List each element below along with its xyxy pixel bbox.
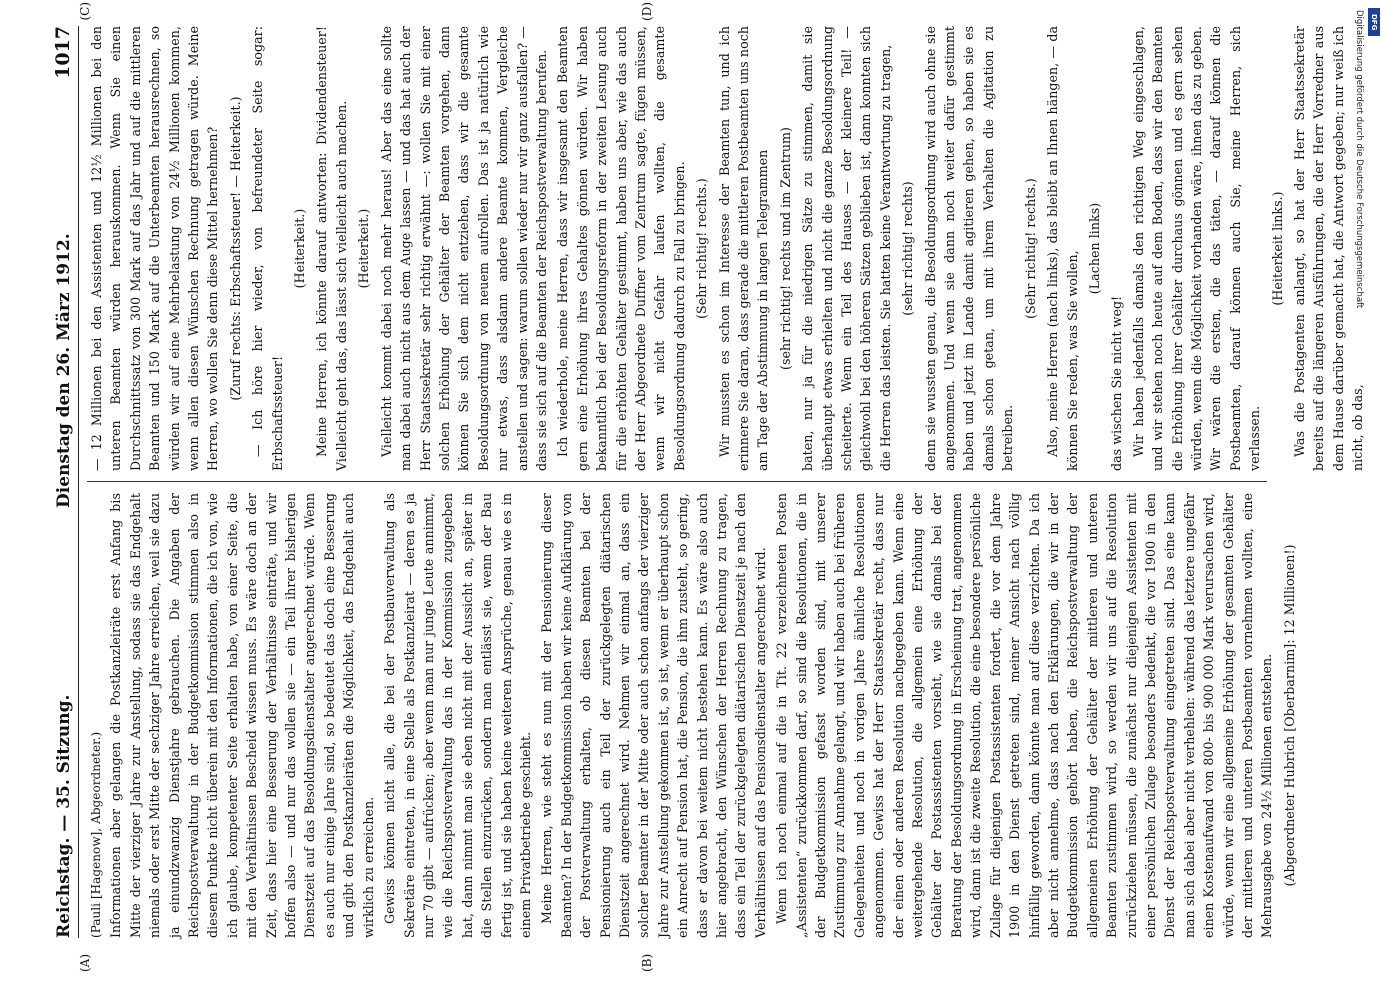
interjection: (Sehr richtig! rechts.) [694, 178, 710, 319]
paragraph: — Ich höre hier wieder, von befreundeter Seite sogar: Erbschaftssteuer! [250, 26, 285, 471]
speaker-line: (Pauli [Hagenow], Abgeordneter.) [89, 731, 103, 938]
interjection: (Heiterkeit links.) [1269, 191, 1285, 306]
paragraph: Wir mussten es schon im Interesse der Beamten tun, und ich erinnere Sie daran, dass gerade die mittleren Postbeamten uns noch am Tage der Abstimmung in langen Telegrammen [716, 26, 771, 471]
digitization-note: Digitalisierung gefördert durch die Deutsche Forschungsgemeinschaft [1354, 10, 1364, 309]
paragraph: Wir haben jedenfalls damals den richtigen Weg eingeschlagen, und wir stehen noch heute auf dem Boden, dass wir den Beamten die Erhöhung ihrer Gehälter durchaus gönnen und es gern sehen würden, wenn die Möglichkeit vorhanden wäre, ihnen das zu geben. Wir wären die ersten, die das täten, — darauf können die Postbeamten, darauf können auch Sie, meine Herren, sich verlassen. [1130, 26, 1263, 471]
dfg-logo: DFG [1368, 8, 1380, 36]
paragraph: Gewiss können nicht alle, die bei der Postbauverwaltung als Sekretäre eintreten, in eine Stelle als Postkanzleirat — deren es ja nur 70 gibt — aufrücken; aber wenn man nur junge Leute annimmt, wie die Reichspostverwaltung das in der Kommission zugegeben hat, dann nimmt man sie eben nicht mit der Aussicht an, später in die Stellen einzurücken, sondern man entlässt sie, wenn der Bau fertig ist, und sie haben keine weiteren Ansprüche, genau wie es in einem Privatbetriebe geschieht. [382, 493, 533, 938]
interjection: (sehr richtig! rechts) [900, 181, 916, 316]
column-divider [87, 481, 1267, 482]
paragraph: Meine Herren, ich könnte darauf antworten: Dividendensteuer! Vielleicht geht das, das lässt sich vielleicht auch machen. [314, 26, 349, 471]
interjection: (Zuruf rechts: Erbschaftssteuer! — Heiterkeit.) [227, 96, 243, 401]
margin-marker-c: (C) [78, 2, 92, 21]
interjection: (Sehr richtig! rechts.) [1022, 178, 1038, 319]
interjection: (Heiterkeit.) [356, 208, 372, 289]
paragraph: — 12 Millionen bei den Assistenten und 12½ Millionen bei den unteren Beamten würden herauskommen. Wenn Sie einen Durchschnittssatz von 300 Mark auf das Jahr und auf die mittleren Beamten und 150 Mark auf die Unterbeamten herausrechnen, so würden wir auf eine Mehrbelastung von 24½ Millionen kommen, wenn allen diesen Wünschen Rechnung getragen würde. Meine Herren, wo wollen Sie denn diese Mittel hernehmen? [89, 26, 221, 471]
page-header [40, 26, 79, 938]
interjection: (Heiterkeit.) [292, 208, 308, 289]
margin-marker-d: (D) [640, 2, 654, 21]
paragraph: baten, nur ja für die niedrigen Sätze zu stimmen, damit sie überhaupt etwas erhielten und nicht die ganze Besoldungsordnung scheiterte. Wenn ein Teil des Hauses — der kleinere Teil! — gleichwohl bei den höheren Sätzen geblieben ist, dann konnten sich die Herren das leisten. Sie hatten keine Verantwortung zu tragen, [800, 26, 893, 471]
paragraph: Informationen aber gelangen die Postkanzleiräte erst Anfang bis Mitte der vierziger Jahre zur Anstellung, sodass sie das Endgehalt niemals oder erst Mitte der sechziger Jahre erreichen, weil sie dazu ja einundzwanzig Dienstjahre gebrauchen. Die Angaben der Reichspostverwaltung in der Budgetkommission stimmen also in diesem Punkte nicht überein mit den Informationen, die ich von, wie ich glaube, kompetenter Seite erhalten habe, von einer Seite, die mit den Verhältnissen Bescheid wissen muss. Es wäre doch an der Zeit, dass hier eine Besserung der Verhältnisse einträte, und wir hoffen also — und nur das wollen sie — ein Teil ihrer bisherigen Dienstzeit auf das Besoldungsdienstalter angerechnet würde. Wenn es auch nur einige Jahre sind, so bedeutet das doch eine Besserung und gibt den Postkanzleiräten die Möglichkeit, das Endgehalt auch wirklich zu erreichen. [108, 493, 376, 938]
interjection: (Lachen links) [1086, 202, 1102, 295]
paragraph: Wenn ich noch einmal auf die in Tit. 22 verzeichneten Posten „Assistenten“ zurückkommen darf, so sind die Resolutionen, die in der Budgetkommission gefasst worden sind, mit unserer Zustimmung zur Annahme gelangt, und wir haben auch bei früheren Gelegenheiten und noch in vorigen Jahre ähnliche Resolutionen angenommen. Gewiss hat der Herr Staatssekretär recht, dass nur der einen oder anderen Resolution nachgegeben kann. Wenn eine weitergehende Resolution, die allgemein eine Erhöhung der Gehälter der Postassistenten vorsieht, wie sie damals bei der Beratung der Besoldungsordnung in Erscheinung trat, angenommen wird, dann ist die zweite Resolution, die eine besondere persönliche Zulage für diejenigen Postassistenten fordert, die vor dem Jahre 1900 in den Dienst getreten sind, meiner Ansicht nach völlig hinfällig geworden, dann könnte man auf diese verzichten. Da ich aber nicht annehme, dass nach den Erklärungen, die wir in der Budgetkommission gehört haben, die Reichspostverwaltung der allgemeinen Erhöhung der Gehälter der mittleren und unteren Beamten zustimmen wird, so werden wir uns auf die Resolution zurückziehen müssen, die zunächst nur diejenigen Assistenten mit einer persönlichen Zulage besonders bedenkt, die vor 1900 in den Dienst der Reichspostverwaltung eingetreten sind. Das eine kann man sich dabei aber nicht verhehlen: während das letztere ungefähr einen Kostenaufwand von 800- bis 900 000 Mark verursachen wird, würde, wenn wir eine allgemeine Erhöhung der gesamten Gehälter der mittleren und unteren Postbeamten vornehmen wollten, eine Mehrausgabe von 24½ Millionen entstehen. [774, 493, 1275, 938]
left-column [87, 493, 1297, 938]
paragraph: Vielleicht kommt dabei noch mehr heraus! Aber das eine sollte man dabei auch nicht aus dem Auge lassen — und das hat auch der Herr Staatssekretär sehr richtig erwähnt —: wollen Sie mit einer solchen Erhöhung der Gehälter der Beamten vorgehen, dann können Sie sich dem nicht entziehen, dass wir die gesamte Besoldungsordnung von neuem aufrollen. Das ist ja natürlich wie nur etwas, dass alsdann andere Beamte kommen, Vergleiche anstellen und sagen: warum sollen wieder nur wir ganz ausfallen? — dass sie sich auf die Beamten der Reichspostverwaltung berufen. [378, 26, 549, 471]
interjection: (Abgeordneter Hubrich [Oberbarnim]: 12 Millionen!) [1281, 544, 1297, 887]
header-session: Reichstag. — 35. Sitzung. [54, 694, 74, 938]
interjection: (sehr richtig! rechts und im Zentrum) [777, 126, 793, 371]
paragraph: das wischen Sie nicht weg! [1109, 295, 1125, 471]
margin-marker-b: (B) [640, 953, 654, 972]
paragraph: Ich wiederhole, meine Herren, dass wir insgesamt den Beamten gern eine Erhöhung ihres Gehaltes gönnen würden. Wir haben bekanntlich bei der Besoldungsreform in der zweiten Lesung auch für die erhöhten Gehälter gestimmt, haben uns aber, wie das auch der Herr Abgeordnete Duffner vom Zentrum sagte, fügen müssen, wenn wir nicht Gefahr laufen wollten, die gesamte Besoldungsordnung dadurch zu Fall zu bringen. [555, 26, 687, 471]
margin-marker-a: (A) [78, 953, 92, 972]
paragraph: denn sie wussten genau, die Besoldungsordnung wird auch ohne sie angenommen. Und wenn sie dann noch weiter dafür gestimmt haben und jetzt im Lande damit agitieren gehen, so haben sie es damals schon getan, um mit ihrem Verhalten die Agitation zu betreiben. [922, 26, 1016, 471]
paragraph: Was die Postagenten anlangt, so hat der Herr Staatssekretär bereits auf die längeren Ausführungen, die der Herr Vorredner aus dem Hause darüber gemacht hat, die Antwort gegeben; nur weiß ich nicht, ob das, [1291, 26, 1366, 471]
paragraph: Meine Herren, wie steht es nun mit der Pensionierung dieser Beamten? In der Budgetkommission haben wir keine Aufklärung von der Postverwaltung erhalten, ob diesen Beamten bei der Pensionierung auch ein Teil der zurückgelegten diätarischen Dienstzeit angerechnet wird. Nehmen wir einmal an, dass ein solcher Beamter in der Mitte oder auch schon anfangs der vierziger Jahre zur Anstellung gekommen ist, so ist, wenn er überhaupt schon ein Anrecht auf Pension hat, die Pension, die ihm zusteht, so gering, dass er davon bei weitem nicht bestehen kann. Es wäre also auch hier angebracht, den Wünschen der Herren Rechnung zu tragen, dass ein Teil der zurückgelegten diätarischen Dienstzeit je nach den Verhältnissen auf das Pensionsdienstalter angerechnet wird. [539, 493, 768, 938]
paragraph: Also, meine Herren (nach links), das bleibt an Ihnen hängen, — da können Sie reden, was Sie wollen, [1045, 26, 1080, 471]
header-date: Dienstag den 26. März 1912. [54, 233, 74, 508]
page-number: 1017 [52, 26, 74, 79]
